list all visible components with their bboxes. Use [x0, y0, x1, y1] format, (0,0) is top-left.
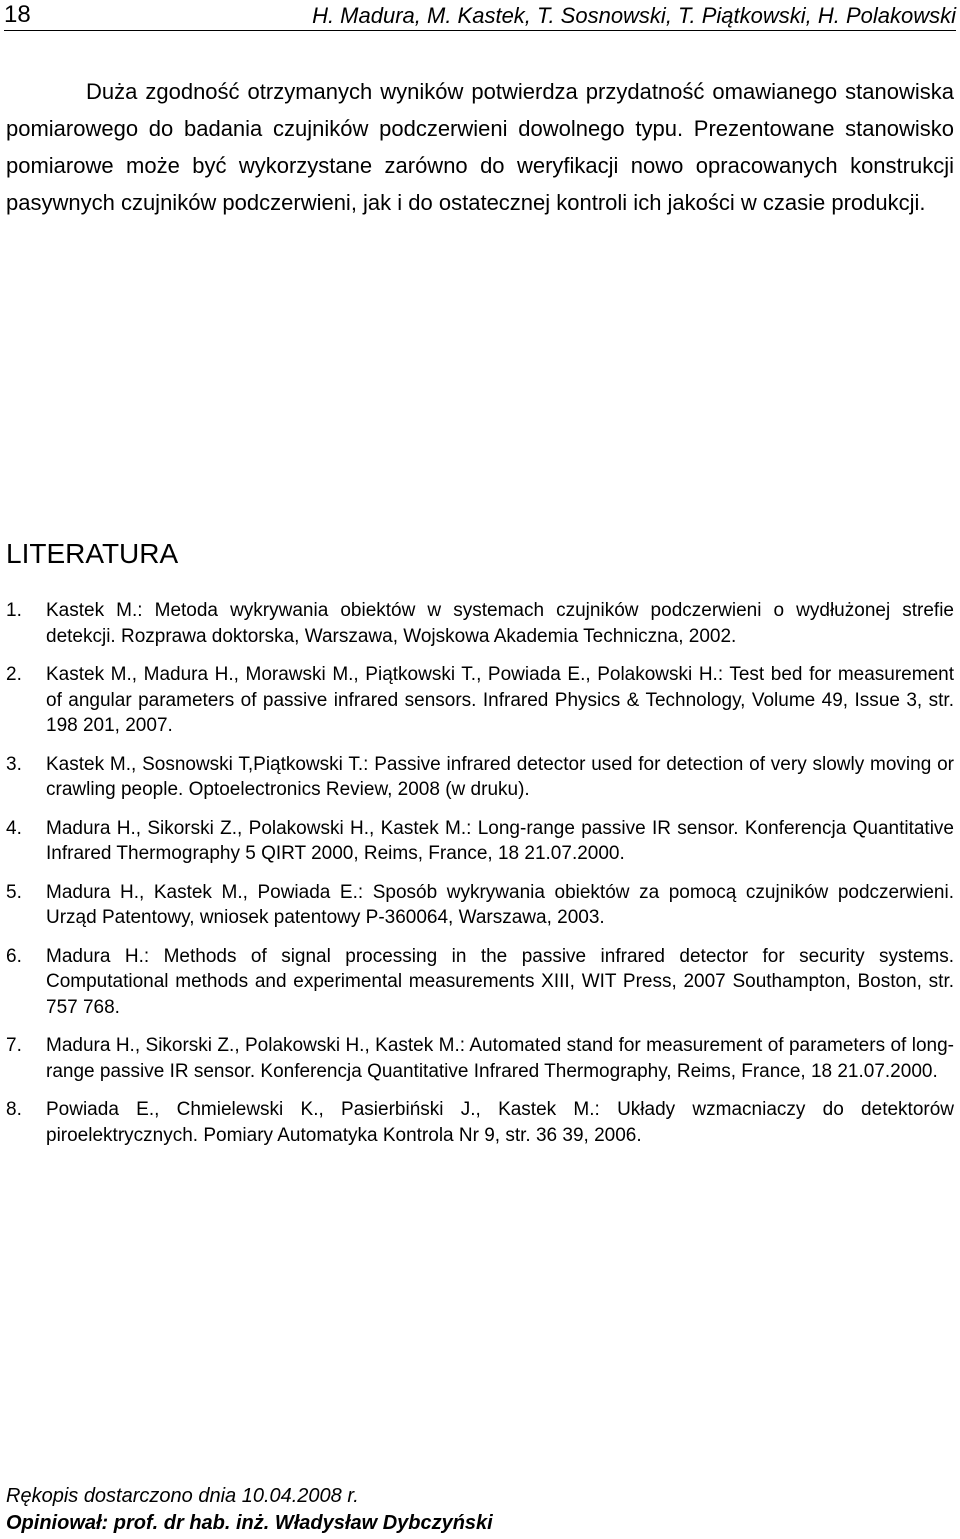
reference-item-4 — [6, 816, 954, 867]
reference-item-8 — [6, 1097, 954, 1148]
reference-item-6 — [6, 944, 954, 1021]
page-header — [4, 0, 956, 31]
page-number: 18 — [4, 1, 31, 28]
reference-number: 2. — [6, 664, 22, 685]
received-date: Rękopis dostarczono dnia 10.04.2008 r. — [6, 1485, 359, 1507]
reference-item-3 — [6, 752, 954, 803]
reviewer-line: Opiniował: prof. dr hab. inż. Władysław Dybczyński — [6, 1512, 493, 1534]
literature-heading: LITERATURA — [6, 538, 179, 569]
running-head-authors: H. Madura, M. Kastek, T. Sosnowski, T. Piątkowski, H. Polakowski — [312, 3, 956, 28]
reference-number: 4. — [6, 817, 22, 839]
manuscript-footer — [6, 1483, 954, 1537]
reference-text: Madura H., Sikorski Z., Polakowski H., Kastek M.: Long-range passive IR sensor. Konferencja Quantitative Infrared Thermography 5 QIRT 2000, Reims, France, 18 21.07.2000. — [46, 817, 954, 864]
reference-text: Kastek M., Sosnowski T,Piątkowski T.: Passive infrared detector used for detection of very slowly moving or crawling people. Optoelectronics Review, 2008 (w druku). — [46, 753, 954, 800]
reference-item-1 — [6, 598, 954, 649]
reference-number: 1. — [6, 600, 22, 621]
reference-text: Powiada E., Chmielewski K., Pasierbiński J., Kastek M.: Układy wzmacniaczy do detektorów piroelektrycznych. Pomiary Automatyka Kontrola Nr 9, str. 36 39, 2006. — [46, 1099, 954, 1146]
reference-number: 5. — [6, 881, 22, 903]
reference-item-2 — [6, 662, 954, 739]
reference-number: 3. — [6, 753, 22, 775]
reference-number: 8. — [6, 1099, 22, 1120]
reference-list — [6, 598, 954, 1161]
reference-number: 6. — [6, 945, 22, 967]
reference-text: Kastek M.: Metoda wykrywania obiektów w systemach czujników podczerwieni o wydłużonej strefie detekcji. Rozprawa doktorska, Warszawa, Wojskowa Akademia Techniczna, 2002. — [46, 600, 954, 647]
reference-text: Madura H.: Methods of signal processing in the passive infrared detector for security systems. Computational methods and experimental measurements XIII, WIT Press, 2007 Southampton, Boston, str. 757 768. — [46, 945, 954, 1018]
reference-item-5 — [6, 880, 954, 931]
reference-text: Kastek M., Madura H., Morawski M., Piątkowski T., Powiada E., Polakowski H.: Test bed for measurement of angular parameters of passive infrared sensors. Infrared Physics & Technology, Volume 49, Issue 3, str. 198 201, 2007. — [46, 664, 954, 736]
reference-item-7 — [6, 1033, 954, 1084]
reference-text: Madura H., Sikorski Z., Polakowski H., Kastek M.: Automated stand for measurement of parameters of long-range passive IR sensor. Konferencja Quantitative Infrared Thermography, Reims, France, 18 21.07.2000. — [46, 1035, 954, 1082]
body-paragraph: Duża zgodność otrzymanych wyników potwierdza przydatność omawianego stanowiska pomiarowego do badania czujników podczerwieni dowolnego typu. Prezentowane stanowisko pomiarowe może być wykorzystane zarówno do weryfikacji nowo opracowanych konstrukcji pasywnych czujników podczerwieni, jak i do ostatecznej kontroli ich jakości w czasie produkcji. — [6, 79, 954, 215]
reference-text: Madura H., Kastek M., Powiada E.: Sposób wykrywania obiektów za pomocą czujników podczerwieni. Urząd Patentowy, wniosek patentowy P-360064, Warszawa, 2003. — [46, 881, 954, 928]
reference-number: 7. — [6, 1035, 22, 1056]
